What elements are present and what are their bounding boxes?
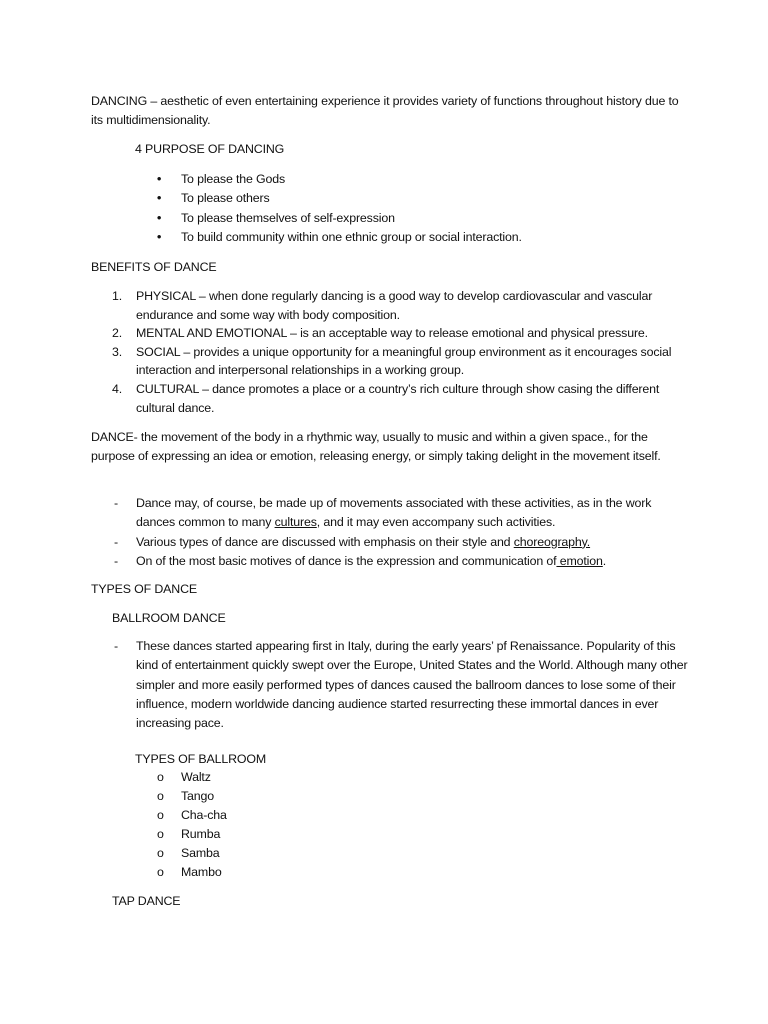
list-item: o Mambo bbox=[157, 863, 227, 882]
emotion-link[interactable]: emotion bbox=[556, 553, 603, 568]
cultures-link[interactable]: cultures bbox=[274, 515, 317, 530]
list-item: o Tango bbox=[157, 787, 227, 806]
list-item: - On of the most basic motives of dance is the expression and communication of emotion. bbox=[114, 553, 607, 568]
dash-marker: - bbox=[114, 639, 118, 653]
types-heading: TYPES OF DANCE bbox=[91, 582, 197, 596]
bullet-icon: • bbox=[157, 210, 162, 225]
benefits-list bbox=[112, 287, 672, 417]
choreography-link[interactable]: choreography. bbox=[513, 534, 591, 549]
list-item: - Various types of dance are discussed with emphasis on their style and choreography. bbox=[114, 534, 591, 549]
list-item bbox=[112, 637, 692, 733]
tap-dance-heading: TAP DANCE bbox=[112, 894, 181, 908]
dance-definition-paragraph: DANCE- the movement of the body in a rhythmic way, usually to music and within a given space., for the purpose of expressing an idea or emotion, releasing energy, or simply taking delight in the movement itself. bbox=[91, 430, 661, 463]
circle-bullet-icon: o bbox=[157, 864, 164, 879]
list-item: 2. MENTAL AND EMOTIONAL – is an acceptable way to release emotional and physical pressure. bbox=[112, 326, 648, 341]
ballroom-description: These dances started appearing first in Italy, during the early years’ pf Renaissance. Popularity of this kind of entertainment quickly swept over the Europe, United States and the World. Although many other simpler and more easily performed types of dances caused the ballroom dances to lose some of their influence, modern worldwide dancing audience started resurrecting these immortal dances in ever increasing pace. bbox=[136, 639, 688, 731]
list-item: 4. CULTURAL – dance promotes a place or a country’s rich culture through show casing the different cultural dance. bbox=[112, 381, 660, 415]
list-item: • To build community within one ethnic group or social interaction. bbox=[157, 228, 522, 247]
list-item: o Waltz bbox=[157, 768, 227, 787]
dancing-term: DANCING bbox=[91, 94, 148, 108]
list-item: 3. SOCIAL – provides a unique opportunity for a meaningful group environment as it encourages social interaction and interpersonal relationships in a working group. bbox=[112, 344, 672, 378]
bullet-icon: • bbox=[157, 191, 162, 206]
ballroom-description-list bbox=[112, 637, 692, 733]
circle-bullet-icon: o bbox=[157, 826, 164, 841]
list-item: o Cha-cha bbox=[157, 806, 227, 825]
bullet-icon: • bbox=[157, 229, 162, 244]
purpose-heading: 4 PURPOSE OF DANCING bbox=[135, 142, 285, 156]
list-item: - Dance may, of course, be made up of movements associated with these activities, as in the work dances common to many cultures, and it may even accompany such activities. bbox=[114, 496, 652, 530]
circle-bullet-icon: o bbox=[157, 788, 164, 803]
list-item: o Rumba bbox=[157, 825, 227, 844]
dancing-definition-paragraph bbox=[91, 92, 691, 130]
list-item: • To please themselves of self-expression bbox=[157, 209, 522, 228]
bullet-icon: • bbox=[157, 172, 162, 186]
list-item: • To please others bbox=[157, 189, 522, 208]
list-item: • To please the Gods bbox=[157, 170, 522, 189]
list-item: o Samba bbox=[157, 844, 227, 863]
types-of-ballroom-heading: TYPES OF BALLROOM bbox=[135, 752, 267, 766]
benefits-heading: BENEFITS OF DANCE bbox=[91, 260, 217, 274]
dance-points-list bbox=[112, 494, 692, 571]
ballroom-types-list bbox=[157, 768, 227, 881]
ballroom-heading: BALLROOM DANCE bbox=[112, 611, 226, 625]
list-item: 1. PHYSICAL – when done regularly dancing is a good way to develop cardiovascular and vascular endurance and some way with body composition. bbox=[112, 289, 653, 322]
purpose-list bbox=[157, 170, 522, 247]
dancing-definition-text: – aesthetic of even entertaining experience it provides variety of functions throughout history due to its multidimensionality. bbox=[91, 94, 679, 127]
circle-bullet-icon: o bbox=[157, 845, 164, 860]
circle-bullet-icon: o bbox=[157, 770, 164, 784]
circle-bullet-icon: o bbox=[157, 807, 164, 822]
